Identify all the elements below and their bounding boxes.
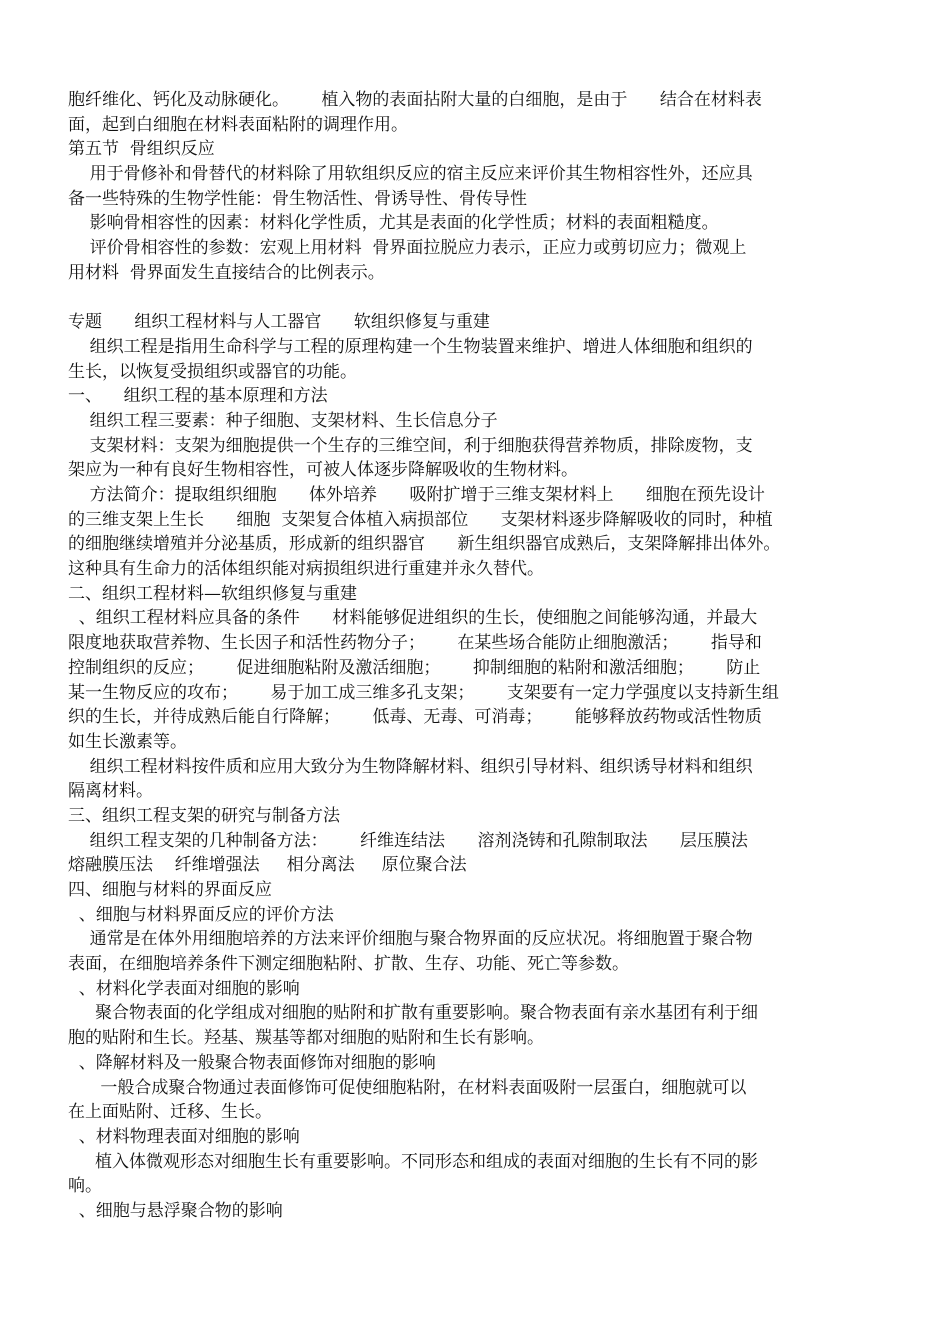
blank-line [68, 286, 883, 311]
text-line: 响。 [68, 1176, 102, 1197]
text-line: 组织工程材料按件质和应用大致分为生物降解材料、组织引导材料、组织诱导材料和组织 [68, 756, 753, 777]
text-line: 生长，以恢复受损组织或器官的功能。 [68, 361, 357, 382]
text-line: 组织工程支架的几种制备方法： 纤维连结法 溶剂浇铸和孔隙制取法 层压膜法 [68, 830, 748, 851]
text-line: 的细胞继续增殖并分泌基质，形成新的组织器官 新生组织器官成熟后，支架降解排出体外。 [68, 534, 781, 555]
subsection-heading: 、材料化学表面对细胞的影响 [68, 978, 300, 999]
section-heading: 三、组织工程支架的研究与制备方法 [68, 805, 340, 826]
text-line: 控制组织的反应； 促进细胞粘附及激活细胞； 抑制细胞的粘附和激活细胞； 防止 [68, 657, 761, 678]
text-line: 在上面贴附、迁移、生长。 [68, 1102, 272, 1123]
text-line: 这种具有生命力的活体组织能对病损组织进行重建并永久替代。 [68, 559, 544, 580]
text-line: 一般合成聚合物通过表面修饰可促使细胞粘附，在材料表面吸附一层蛋白，细胞就可以 [68, 1077, 747, 1098]
text-line: 架应为一种有良好生物相容性，可被人体逐步降解吸收的生物材料。 [68, 460, 578, 481]
text-line: 面，起到白细胞在材料表面粘附的调理作用。 [68, 114, 408, 135]
text-line: 支架材料：支架为细胞提供一个生存的三维空间，利于细胞获得营养物质，排除废物，支 [68, 435, 753, 456]
text-line: 、组织工程材料应具备的条件 材料能够促进组织的生长，使细胞之间能够沟通，并最大 [68, 608, 758, 629]
text-line: 方法简介：提取组织细胞 体外培养 吸附扩增于三维支架材料上 细胞在预先设计 [68, 485, 765, 505]
subsection-heading: 、细胞与材料界面反应的评价方法 [68, 904, 334, 925]
section-heading: 四、细胞与材料的界面反应 [68, 880, 272, 900]
text-line: 限度地获取营养物、生长因子和活性药物分子； 在某些场合能防止细胞激活； 指导和 [68, 633, 762, 654]
text-line: 评价骨相容性的参数：宏观上用材料 骨界面拉脱应力表示，正应力或剪切应力；微观上 [68, 238, 747, 259]
text-line: 某一生物反应的攻布； 易于加工成三维多孔支架； 支架要有一定力学强度以支持新生组 [68, 682, 779, 703]
text-line: 的三维支架上生长 细胞 支架复合体植入病损部位 支架材料逐步降解吸收的同时，种植 [68, 509, 773, 530]
text-line: 熔融膜压法 纤维增强法 相分离法 原位聚合法 [68, 855, 467, 876]
text-line: 用于骨修补和骨替代的材料除了用软组织反应的宿主反应来评价其生物相容性外，还应具 [68, 164, 753, 185]
text-line: 胞纤维化、钙化及动脉硬化。 植入物的表面拈附大量的白细胞，是由于 结合在材料表 [68, 90, 762, 110]
subsection-heading: 、细胞与悬浮聚合物的影响 [68, 1200, 283, 1221]
text-line: 组织工程是指用生命科学与工程的原理构建一个生物装置来维护、增进人体细胞和组织的 [68, 336, 753, 357]
text-line: 如生长激素等。 [68, 731, 187, 752]
text-line: 用材料 骨界面发生直接结合的比例表示。 [68, 262, 385, 283]
text-line: 组织工程三要素：种子细胞、支架材料、生长信息分子 [68, 410, 498, 431]
section-heading: 二、组织工程材料—软组织修复与重建 [68, 583, 357, 604]
subsection-heading: 、降解材料及一般聚合物表面修饰对细胞的影响 [68, 1052, 436, 1073]
text-line: 备一些特殊的生物学性能：骨生物活性、骨诱导性、骨传导性 [68, 188, 527, 209]
text-line: 通常是在体外用细胞培养的方法来评价细胞与聚合物界面的反应状况。将细胞置于聚合物 [68, 929, 753, 950]
document-page [68, 88, 883, 1224]
text-line: 表面，在细胞培养条件下测定细胞粘附、扩散、生存、功能、死亡等参数。 [68, 954, 629, 975]
text-line: 影响骨相容性的因素：材料化学性质，尤其是表面的化学性质；材料的表面粗糙度。 [68, 213, 719, 234]
text-line: 聚合物表面的化学组成对细胞的贴附和扩散有重要影响。聚合物表面有亲水基团有利于细 [68, 1003, 759, 1024]
text-line: 织的生长，并待成熟后能自行降解； 低毒、无毒、可消毒； 能够释放药物或活性物质 [68, 707, 762, 728]
section-heading: 第五节 骨组织反应 [68, 139, 215, 160]
topic-heading: 专题 组织工程材料与人工器官 软组织修复与重建 [68, 312, 490, 333]
subsection-heading: 、材料物理表面对细胞的影响 [68, 1126, 300, 1147]
text-line: 植入体微观形态对细胞生长有重要影响。不同形态和组成的表面对细胞的生长有不同的影 [68, 1151, 759, 1172]
text-line: 胞的贴附和生长。羟基、羰基等都对细胞的贴附和生长有影响。 [68, 1028, 544, 1049]
text-line: 隔离材料。 [68, 781, 153, 802]
section-heading: 一、 组织工程的基本原理和方法 [68, 386, 328, 407]
